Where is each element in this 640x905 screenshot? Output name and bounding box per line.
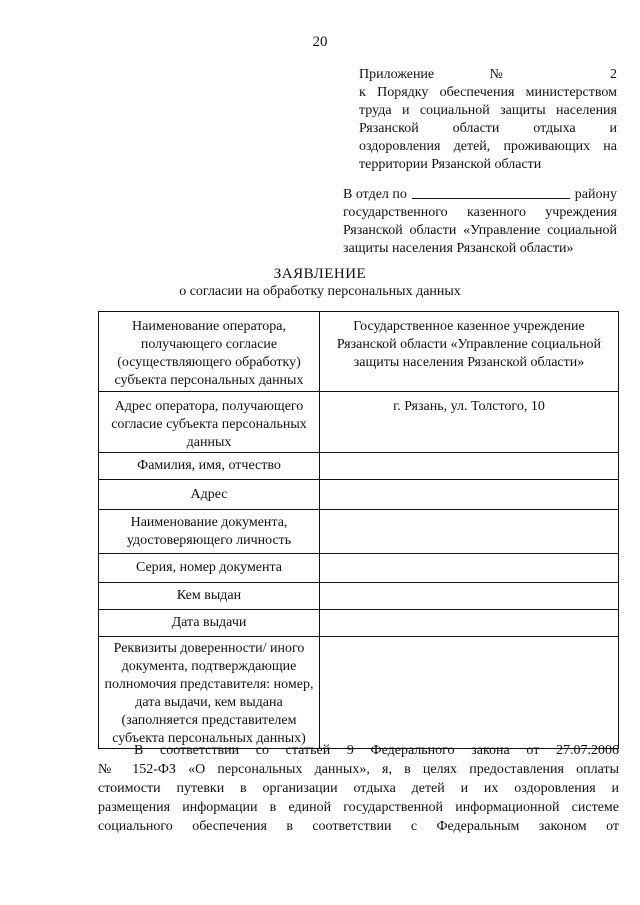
document-subtitle: о согласии на обработку персональных данных — [179, 284, 461, 299]
body-line: В соответствии со статьей 9 Федерального закона от 27.07.2006 — [134, 743, 619, 758]
table-row — [99, 392, 619, 453]
recipient-line: Рязанской области «Управление социальной — [343, 223, 617, 238]
district-blank-field[interactable] — [412, 186, 570, 199]
table-row — [99, 610, 619, 637]
issued-by-field[interactable] — [320, 583, 619, 610]
recipient-department-line — [343, 186, 617, 204]
consent-form-table — [98, 311, 619, 749]
power-of-attorney-field[interactable] — [320, 637, 619, 749]
table-row — [99, 583, 619, 610]
row-label: Фамилия, имя, отчество — [99, 453, 320, 480]
page-number: 20 — [312, 34, 328, 50]
table-row — [99, 453, 619, 480]
row-label: Наименование документа, удостоверяющего личность — [99, 510, 320, 554]
recipient-suffix: району — [574, 187, 617, 202]
row-label: Кем выдан — [99, 583, 320, 610]
body-line: размещения информации в единой государственной информационной системе — [98, 800, 619, 815]
row-label: Адрес оператора, получающего согласие субъекта персональных данных — [99, 392, 320, 453]
recipient-line: защиты населения Рязанской области» — [343, 241, 574, 256]
row-label: Серия, номер документа — [99, 554, 320, 583]
address-field[interactable] — [320, 480, 619, 510]
consent-body-text — [98, 741, 619, 836]
body-line: № 152-ФЗ «О персональных данных», я, в целях предоставления оплаты — [98, 762, 619, 777]
row-label: Адрес — [99, 480, 320, 510]
appendix-block — [359, 66, 617, 174]
recipient-block — [343, 186, 617, 258]
full-name-field[interactable] — [320, 453, 619, 480]
body-line: стоимости путевки в организации отдыха детей и их оздоровления и — [98, 781, 619, 796]
issue-date-field[interactable] — [320, 610, 619, 637]
recipient-line: государственного казенного учреждения — [343, 205, 617, 220]
id-document-field[interactable] — [320, 510, 619, 554]
appendix-line: к Порядку обеспечения министерством — [359, 85, 617, 100]
body-line: социального обеспечения в соответствии с Федеральным законом от — [98, 819, 619, 834]
appendix-line: труда и социальной защиты населения — [359, 103, 617, 118]
row-value: Государственное казенное учреждение Рязанской области «Управление социальной защиты населения Рязанской области» — [320, 312, 619, 392]
row-label: Реквизиты доверенности/ иного документа, подтверждающие полномочия представителя: номер, дата выдачи, кем выдана (заполняется представителем субъекта персональных данных) — [99, 637, 320, 749]
recipient-prefix: В отдел по — [343, 187, 407, 202]
table-row — [99, 312, 619, 392]
appendix-line: оздоровления детей, проживающих на — [359, 139, 617, 154]
row-value: г. Рязань, ул. Толстого, 10 — [320, 392, 619, 453]
table-row — [99, 480, 619, 510]
table-row — [99, 637, 619, 749]
table-row — [99, 510, 619, 554]
row-label: Наименование оператора, получающего согласие (осуществляющего обработку) субъекта персональных данных — [99, 312, 320, 392]
appendix-line: территории Рязанской области — [359, 157, 542, 172]
appendix-line: Приложение № 2 — [359, 67, 617, 82]
document-title: ЗАЯВЛЕНИЕ — [273, 266, 367, 282]
table-row — [99, 554, 619, 583]
document-number-field[interactable] — [320, 554, 619, 583]
appendix-line: Рязанской области отдыха и — [359, 121, 617, 136]
row-label: Дата выдачи — [99, 610, 320, 637]
